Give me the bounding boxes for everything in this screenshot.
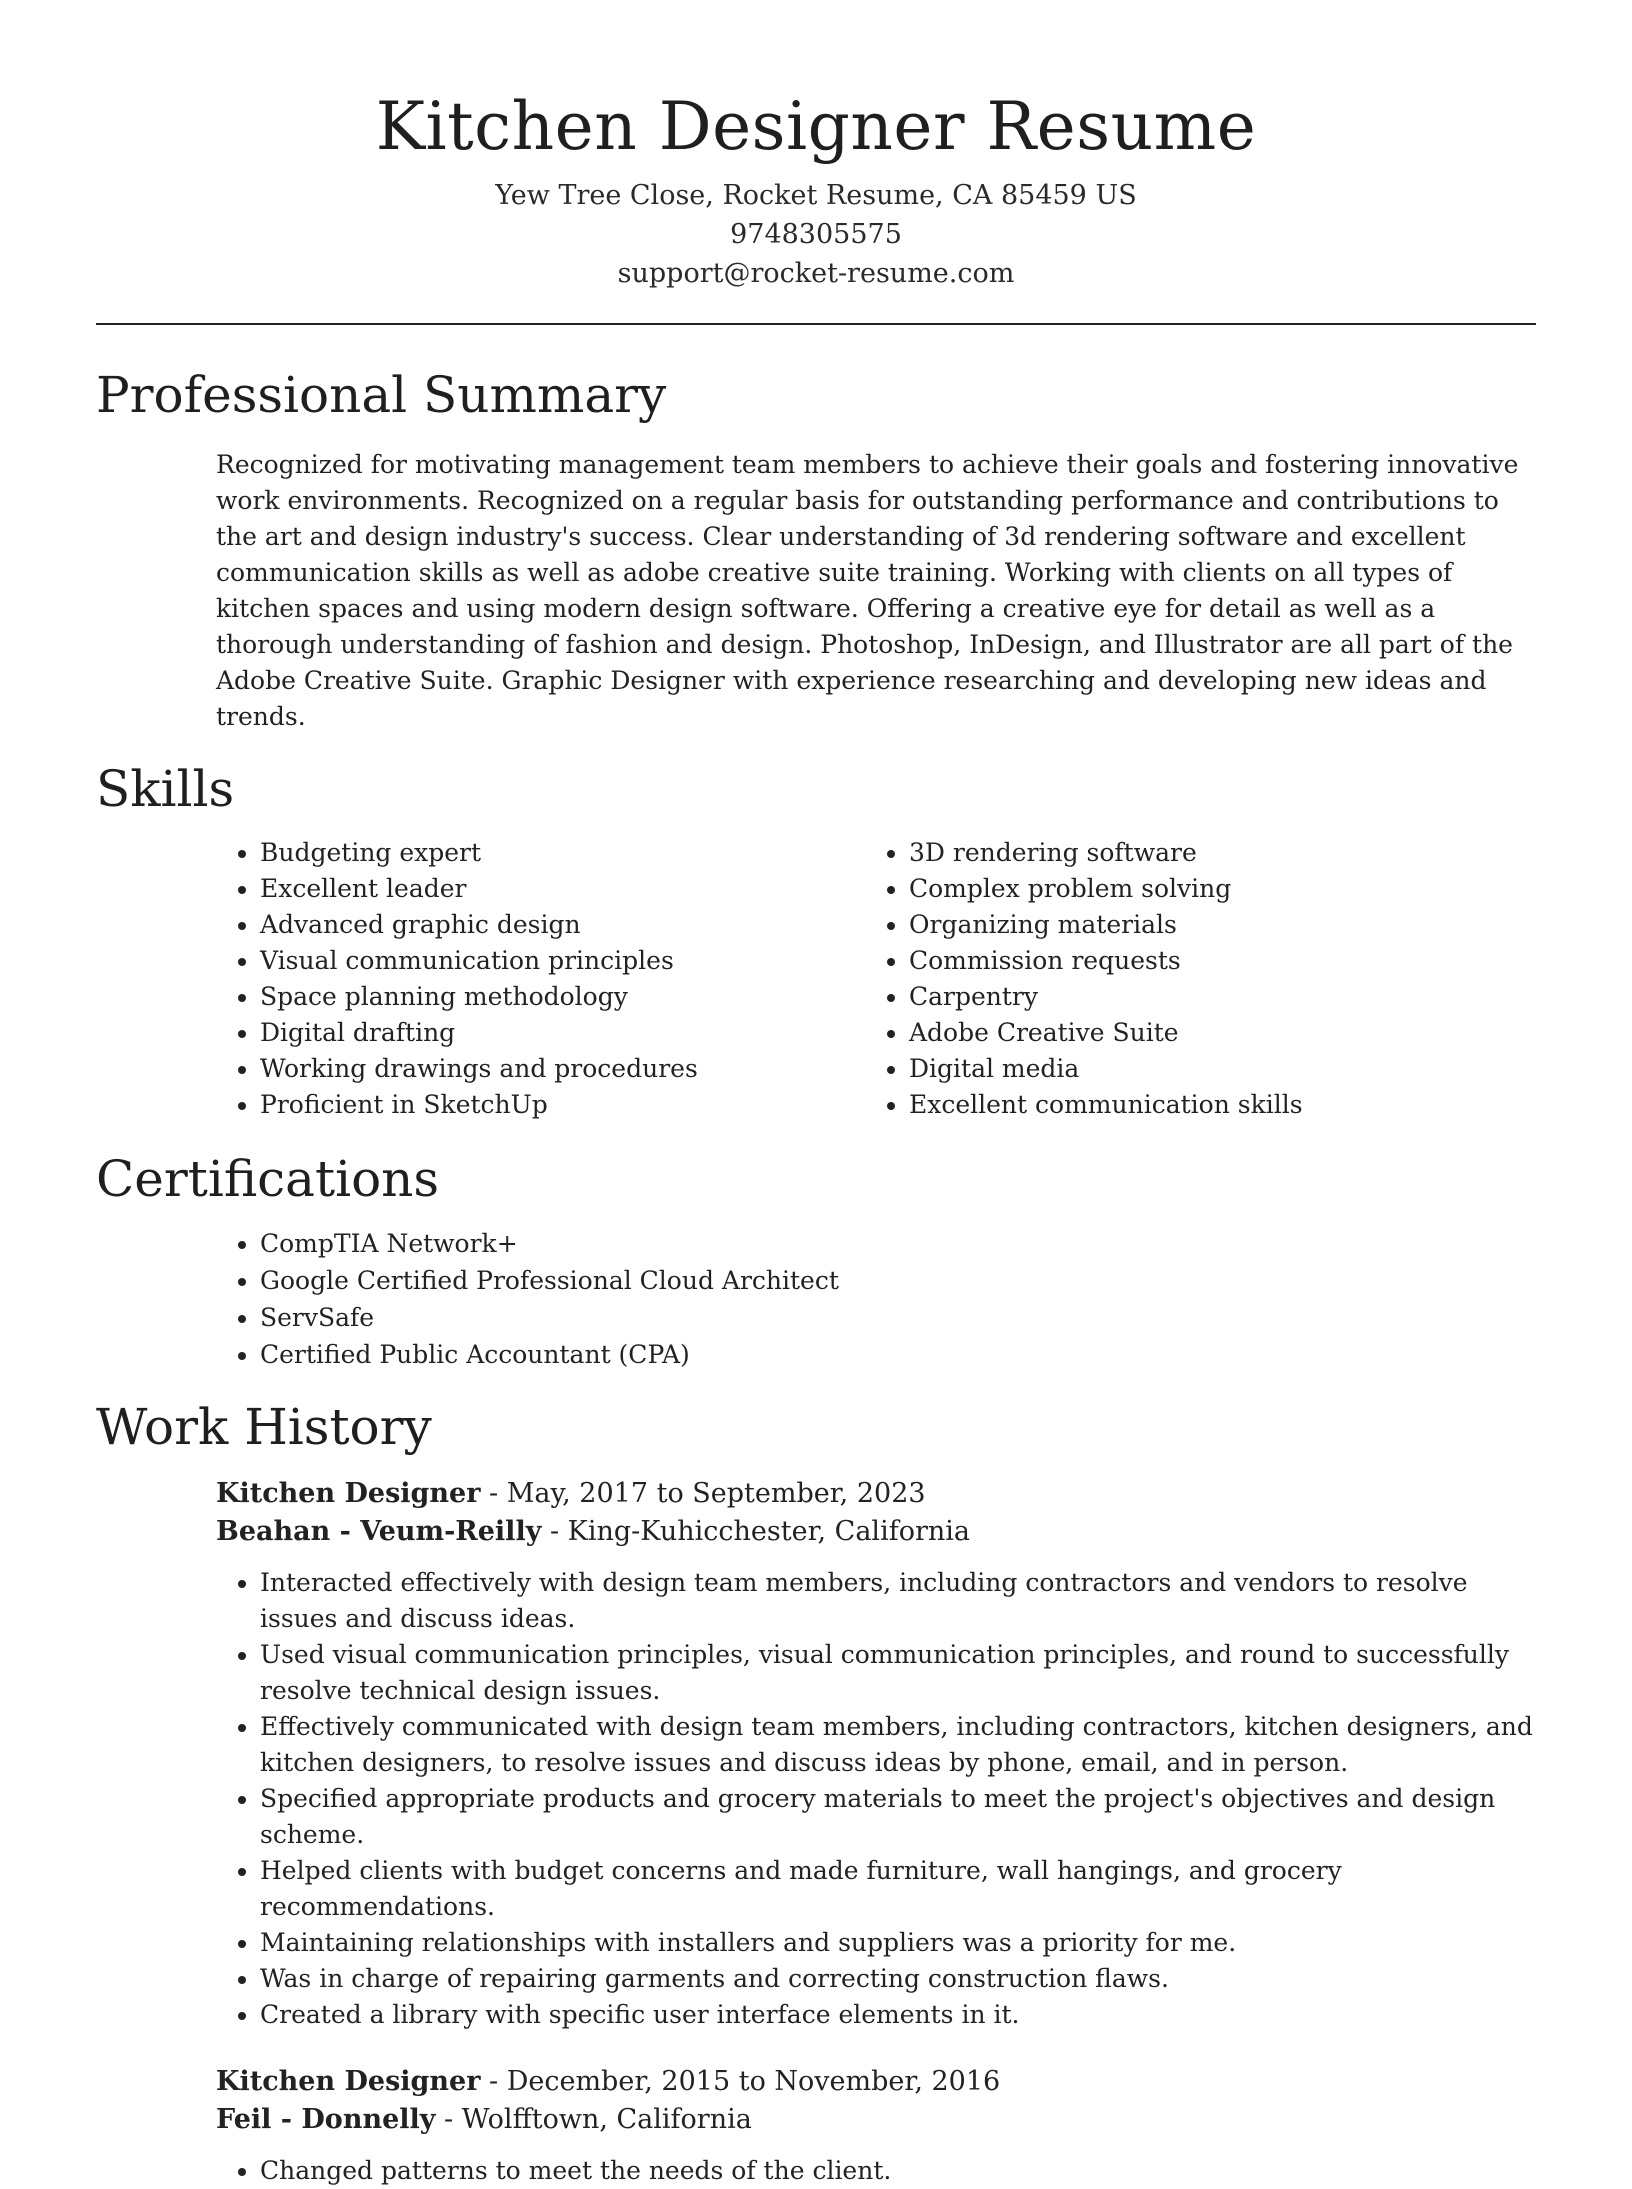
job-bullet: • Specified appropriate products and grocery materials to meet the project's objectives and design scheme. <box>260 1781 1536 1853</box>
contact-phone: 9748305575 <box>730 219 902 250</box>
skill-item: • Excellent communication skills <box>909 1087 1509 1123</box>
job-role-line <box>216 2063 1536 2101</box>
skill-item: • Carpentry <box>909 979 1509 1015</box>
job-bullet: • Used visual communication principles, visual communication principles, and round to successfully resolve technical design issues. <box>260 1637 1536 1709</box>
skill-item: • Space planning methodology <box>260 979 865 1015</box>
skill-item: • Digital media <box>909 1051 1509 1087</box>
skill-item: • Complex problem solving <box>909 871 1509 907</box>
job-company-line <box>216 1513 1536 1551</box>
certification-item: • ServSafe <box>260 1299 1536 1336</box>
skill-item: • Adobe Creative Suite <box>909 1015 1509 1051</box>
job-bullet: • Created a library with specific user interface elements in it. <box>260 1997 1536 2033</box>
job-role: Kitchen Designer <box>216 1478 481 1509</box>
job-bullets <box>216 2153 1536 2189</box>
certification-item: • Google Certified Professional Cloud Architect <box>260 1262 1536 1299</box>
job-company-line <box>216 2101 1536 2139</box>
job-role-line <box>216 1475 1536 1513</box>
contact-email: support@rocket-resume.com <box>617 258 1015 289</box>
skills-list-right <box>865 835 1509 1123</box>
skill-item: • Commission requests <box>909 943 1509 979</box>
job-location: - Wolfftown, California <box>435 2104 752 2135</box>
resume-page <box>96 0 1536 2189</box>
job-role: Kitchen Designer <box>216 2066 481 2097</box>
job-bullet: • Helped clients with budget concerns and made furniture, wall hangings, and grocery recommendations. <box>260 1853 1536 1925</box>
contact-info <box>96 176 1536 293</box>
skill-item: • 3D rendering software <box>909 835 1509 871</box>
section-title-certifications: Certifications <box>96 1150 440 1208</box>
section-title-work-history: Work History <box>96 1398 432 1456</box>
header-divider <box>96 323 1536 325</box>
resume-header <box>96 0 1536 293</box>
job-company: Feil - Donnelly <box>216 2104 436 2135</box>
job-dates: - May, 2017 to September, 2023 <box>480 1478 926 1509</box>
certifications-list <box>216 1225 1536 1373</box>
job-entry <box>216 1475 1536 2033</box>
resume-title: Kitchen Designer Resume <box>375 88 1257 165</box>
skill-item: • Excellent leader <box>260 871 865 907</box>
contact-address: Yew Tree Close, Rocket Resume, CA 85459 US <box>495 180 1137 211</box>
certification-item: • CompTIA Network+ <box>260 1225 1536 1262</box>
job-location: - King-Kuhicchester, California <box>541 1516 970 1547</box>
skill-item: • Proficient in SketchUp <box>260 1087 865 1123</box>
skill-item: • Organizing materials <box>909 907 1509 943</box>
job-entry <box>216 2063 1536 2189</box>
section-title-summary: Professional Summary <box>96 366 667 424</box>
skill-item: • Advanced graphic design <box>260 907 865 943</box>
job-company: Beahan - Veum-Reilly <box>216 1516 542 1547</box>
skills-columns <box>216 835 1536 1123</box>
summary-paragraph: Recognized for motivating management team members to achieve their goals and fostering innovative work environments. Recognized on a regular basis for outstanding performance and contributions to the art and design industry's success. Clear understanding of 3d rendering software and excellent communication skills as well as adobe creative suite training. Working with clients on all types of kitchen spaces and using modern design software. Offering a creative eye for detail as well as a thorough understanding of fashion and design. Photoshop, InDesign, and Illustrator are all part of the Adobe Creative Suite. Graphic Designer with experience researching and developing new ideas and trends. <box>216 450 1519 731</box>
skill-item: • Budgeting expert <box>260 835 865 871</box>
job-dates: - December, 2015 to November, 2016 <box>480 2066 1001 2097</box>
job-bullet: • Interacted effectively with design team members, including contractors and vendors to resolve issues and discuss ideas. <box>260 1565 1536 1637</box>
skill-item: • Digital drafting <box>260 1015 865 1051</box>
job-bullet: • Changed patterns to meet the needs of the client. <box>260 2153 1536 2189</box>
job-bullet: • Effectively communicated with design team members, including contractors, kitchen designers, and kitchen designers, to resolve issues and discuss ideas by phone, email, and in person. <box>260 1709 1536 1781</box>
job-bullet: • Was in charge of repairing garments and correcting construction flaws. <box>260 1961 1536 1997</box>
section-title-skills: Skills <box>96 760 235 818</box>
skills-list-left <box>216 835 865 1123</box>
skill-item: • Working drawings and procedures <box>260 1051 865 1087</box>
skill-item: • Visual communication principles <box>260 943 865 979</box>
job-bullets <box>216 1565 1536 2033</box>
certification-item: • Certified Public Accountant (CPA) <box>260 1336 1536 1373</box>
job-bullet: • Maintaining relationships with installers and suppliers was a priority for me. <box>260 1925 1536 1961</box>
